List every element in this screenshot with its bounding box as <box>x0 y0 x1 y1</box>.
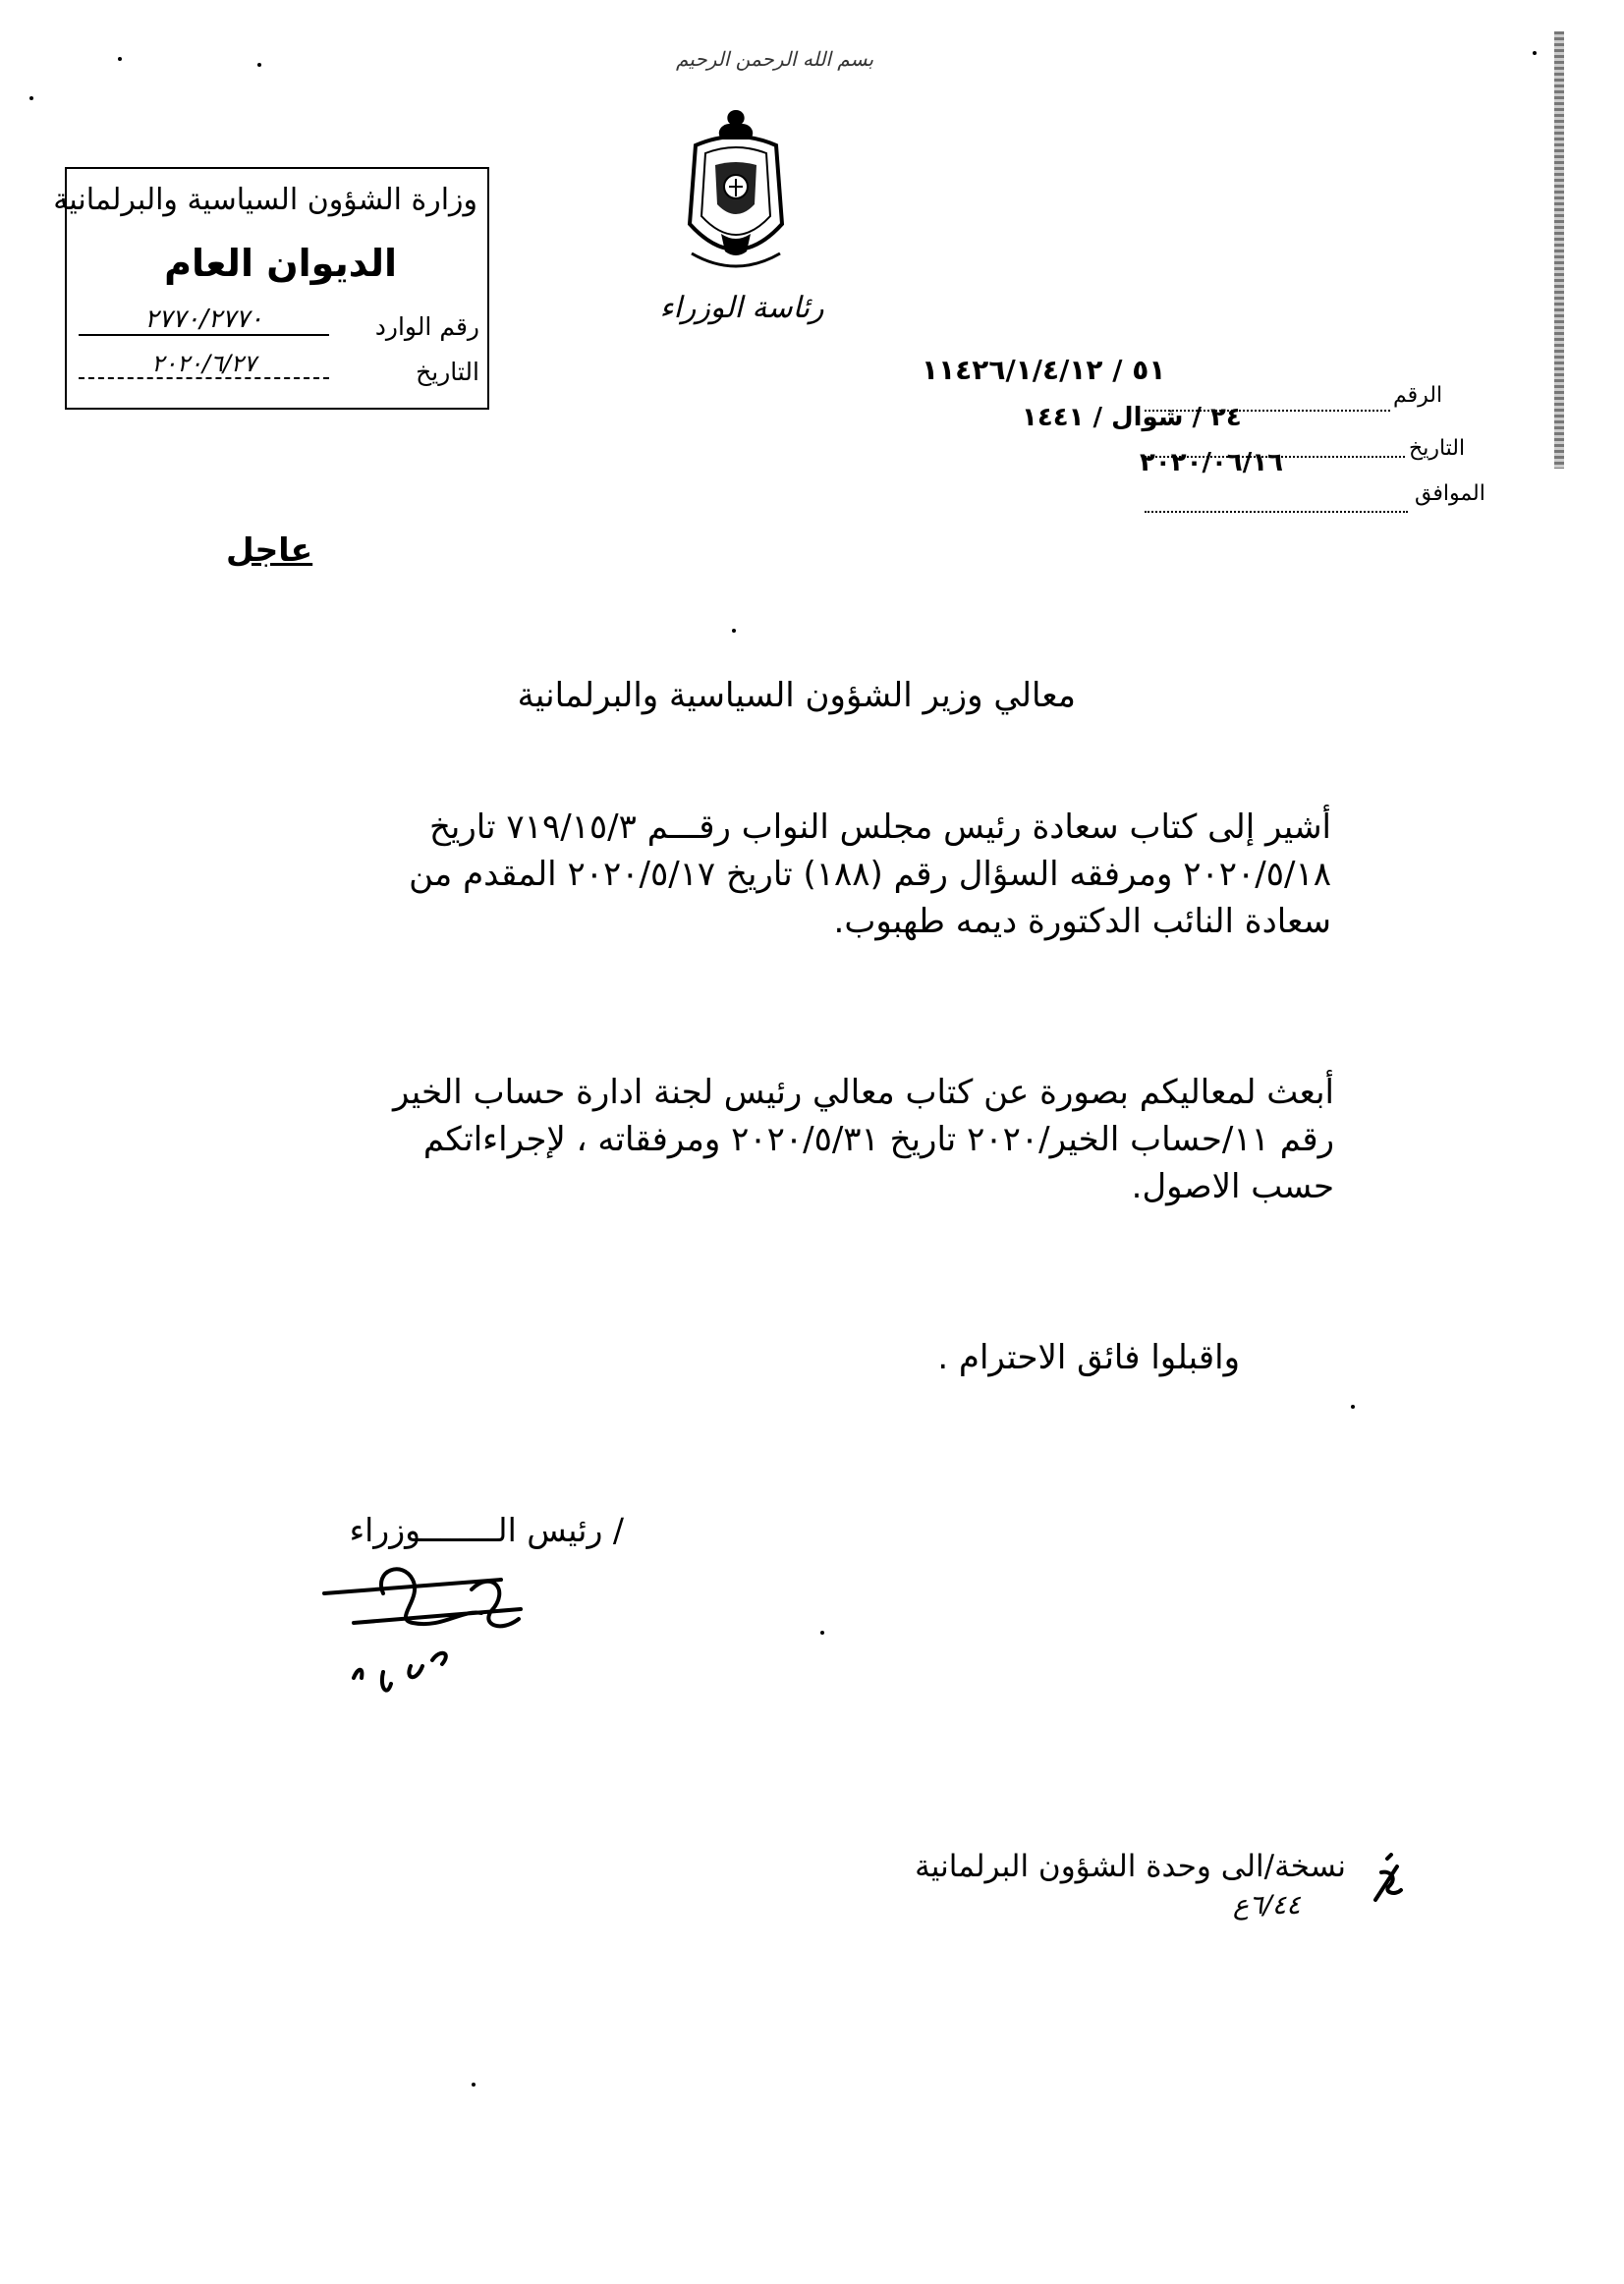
paragraph-one-line-3: سعادة النائب الدكتورة ديمه طهبوب. <box>833 902 1331 941</box>
reference-dotted-line <box>1145 408 1390 412</box>
handwritten-signature-icon <box>314 1550 570 1717</box>
date-label: التاريخ <box>1409 436 1466 461</box>
stamp-ministry-name: وزارة الشؤون السياسية والبرلمانية <box>53 183 477 217</box>
closing-line: واقبلوا فائق الاحترام . <box>937 1338 1240 1377</box>
top-basmala-mark: بسم الله الرحمن الرحيم <box>676 47 874 71</box>
paragraph-two-line-2: رقم ١١/حساب الخير/٢٠٢٠ تاريخ ٢٠٢٠/٥/٣١ ومرفقاته ، لإجراءاتكم <box>422 1120 1334 1159</box>
stamp-office-name: الديوان العام <box>164 242 397 285</box>
gregorian-date-value: ٢٠٢٠/٠٦/١٦ <box>1140 448 1283 477</box>
paragraph-two-line-3: حسب الاصول. <box>1131 1167 1334 1206</box>
hijri-date-value: ٢٤ / شوال / ١٤٤١ <box>1022 403 1242 432</box>
scan-speck <box>1351 1405 1355 1409</box>
reference-number-label: الرقم <box>1393 383 1443 408</box>
corresponding-dotted-line <box>1145 509 1408 513</box>
stamp-incoming-number-label: رقم الوارد <box>374 312 479 341</box>
paragraph-one <box>241 804 1331 945</box>
signatory-title: / رئيس الــــــــوزراء <box>349 1511 624 1549</box>
paragraph-two <box>244 1069 1334 1210</box>
stamp-date-value: ٢٠٢٠/٦/٢٧ <box>79 350 329 379</box>
urgent-mark: عاجل <box>226 530 313 569</box>
scan-speck <box>732 629 736 633</box>
copy-file-code: ٦/٤٤ع <box>1233 1890 1301 1921</box>
scan-speck <box>29 96 33 100</box>
scan-speck <box>820 1631 824 1635</box>
stamp-date-label: التاريخ <box>416 358 479 386</box>
scan-speck <box>472 2083 476 2087</box>
date-dotted-line <box>1145 454 1405 458</box>
scan-edge-bar <box>1554 31 1564 469</box>
paragraph-two-line-1: أبعث لمعاليكم بصورة عن كتاب معالي رئيس لجنة ادارة حساب الخير <box>392 1073 1334 1112</box>
paragraph-one-line-1: أشير إلى كتاب سعادة رئيس مجلس النواب رقـــم ٧١٩/١٥/٣ تاريخ <box>428 808 1331 847</box>
stamp-incoming-number-value: ٢٧٧٠/٢٧٧٠ <box>79 305 329 336</box>
scan-speck <box>118 57 122 61</box>
received-stamp-box <box>53 167 489 410</box>
paragraph-one-line-2: ٢٠٢٠/٥/١٨ ومرفقه السؤال رقم (١٨٨) تاريخ ٢٠٢٠/٥/١٧ المقدم من <box>409 855 1331 894</box>
copy-recipient-line: نسخة/الى وحدة الشؤون البرلمانية <box>915 1849 1346 1884</box>
scan-speck <box>1533 51 1537 55</box>
corresponding-date-label: الموافق <box>1415 481 1485 506</box>
handwritten-initial-icon <box>1368 1853 1407 1908</box>
addressee-line: معالي وزير الشؤون السياسية والبرلمانية <box>517 676 1076 715</box>
emblem-caption: رئاسة الوزراء <box>659 291 824 325</box>
royal-emblem-icon <box>676 106 796 281</box>
reference-number-value: ٥١ / ١١٤٢٦/١/٤/١٢ <box>922 354 1166 386</box>
scan-speck <box>257 63 261 67</box>
